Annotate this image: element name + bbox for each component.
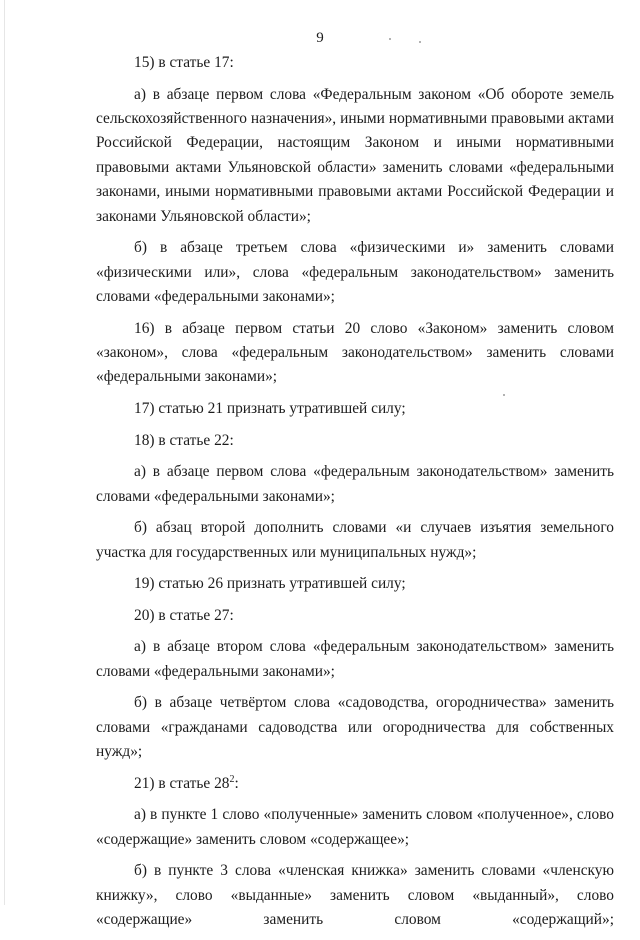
paragraph [96,236,614,309]
paragraph-text: б) в абзаце третьем слова «физическими и» заменить словами «физическими или», слова «федеральным законодательством» заменить словами «федеральными законами»; [96,239,614,306]
paragraph-text: а) в абзаце первом слова «федеральным законодательством» заменить словами «федеральными законами»; [96,463,614,505]
paragraph-text: 19) статью 26 признать утратившей силу; [134,575,406,593]
paragraph [96,83,614,229]
paragraph-text: б) в абзаце четвёртом слова «садоводства, огородничества» заменить словами «гражданами садоводства или огородничества для собственных нужд»; [96,694,614,761]
paragraph-text: 21) в статье 28 [134,774,230,792]
paragraph-text: 16) в абзаце первом статьи 20 слово «Законом» заменить словом «законом», слова «федеральным законодательством» заменить словами «федеральными законами»; [96,319,614,386]
paragraph [96,460,614,509]
paragraph-text: а) в абзаце втором слова «федеральным законодательством» заменить словами «федеральными законами»; [96,638,614,680]
page-number: 9 [316,30,324,46]
paragraph-text: 18) в статье 22: [134,431,234,449]
paragraph-text: а) в пункте 1 слово «полученные» заменить словом «полученное», слово «содержащие» заменить словом «содержащее»; [96,806,614,848]
paragraph [96,516,614,565]
paragraph-text: 20) в статье 27: [134,606,234,624]
paragraph-text: б) абзац второй дополнить словами «и случаев изъятия земельного участка для государственных или муниципальных нужд»; [96,519,614,561]
paragraph [96,635,614,684]
document-body [96,51,614,940]
paragraph-text: 17) статью 21 признать утратившей силу; [134,400,406,418]
paragraph-text: а) в абзаце первом слова «Федеральным законом «Об обороте земель сельскохозяйственного назначения», иными нормативными правовыми актами Российской Федерации, настоящим Законом и иными нормативными правовыми актами Ульяновской области» заменить словами «федеральными законами, иными нормативными правовыми актами Российской Федерации и законами Ульяновской области»; [96,85,614,225]
paragraph [96,429,614,453]
paragraph [96,317,614,390]
paragraph [96,604,614,628]
paragraph [96,397,614,421]
paragraph-text: 15) в статье 17: [134,54,234,71]
paragraph [96,803,614,852]
paragraph [96,859,614,932]
paragraph [96,691,614,764]
paragraph [96,772,614,796]
paragraph [96,51,614,75]
paragraph [96,572,614,596]
page-edge-line [4,0,5,905]
paragraph-text: б) в пункте 3 слова «членская книжка» заменить словами «членскую книжку», слово «выданные» заменить словом «выданный», слово «содержащие» заменить словом «содержащий»; [96,862,614,929]
superscript: 2 [229,773,235,785]
paragraph-text-suffix: : [234,774,239,792]
